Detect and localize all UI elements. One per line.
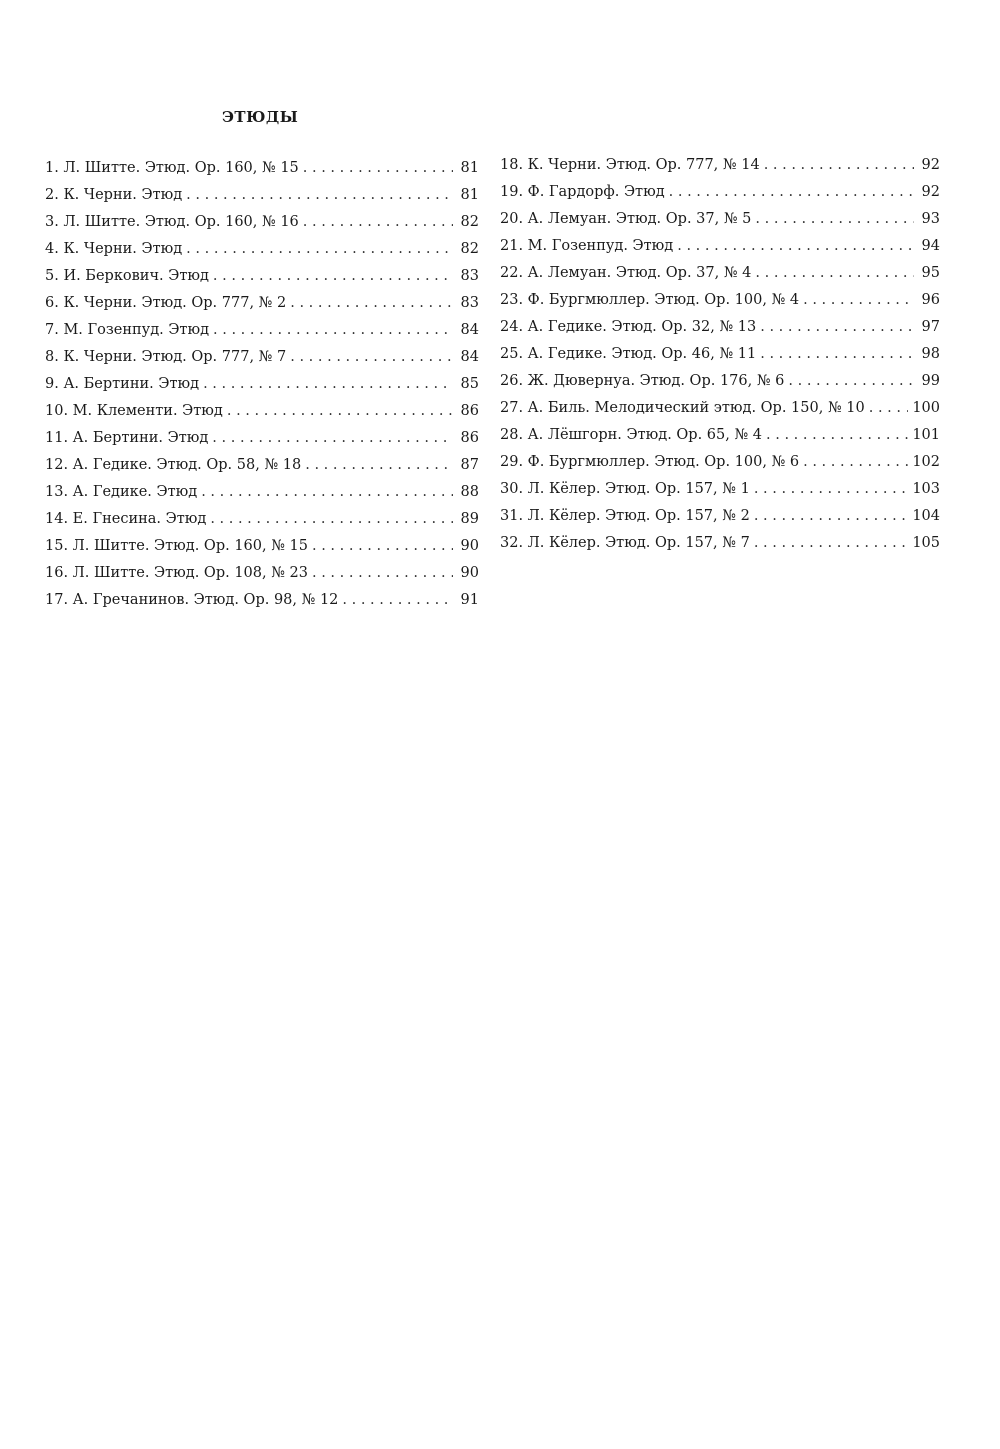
toc-entry[interactable]: [45, 565, 479, 592]
toc-dot-leader: [755, 265, 914, 281]
toc-entry[interactable]: [45, 592, 479, 619]
toc-entry[interactable]: [45, 295, 479, 322]
toc-entry[interactable]: [500, 508, 940, 535]
toc-page-number: 84: [460, 322, 479, 338]
toc-dot-leader: [305, 457, 453, 473]
toc-page-number: 90: [460, 565, 479, 581]
toc-entry-title: 15. Л. Шитте. Этюд. Ор. 160, № 15: [45, 538, 308, 554]
toc-entry-title: 2. К. Черни. Этюд: [45, 187, 183, 203]
toc-dot-leader: [788, 373, 914, 389]
toc-dot-leader: [760, 319, 914, 335]
toc-entry-title: 14. Е. Гнесина. Этюд: [45, 511, 207, 527]
toc-dot-leader: [764, 157, 914, 173]
toc-dot-leader: [754, 535, 909, 551]
toc-entry[interactable]: [45, 187, 479, 214]
toc-dot-leader: [212, 430, 453, 446]
toc-page-number: 89: [460, 511, 479, 527]
toc-page-number: 83: [460, 295, 479, 311]
toc-entry[interactable]: [45, 322, 479, 349]
toc-page-number: 91: [460, 592, 479, 608]
toc-entry-title: 4. К. Черни. Этюд: [45, 241, 183, 257]
toc-entry-title: 10. М. Клементи. Этюд: [45, 403, 223, 419]
toc-entry[interactable]: [500, 319, 940, 346]
toc-dot-leader: [303, 214, 453, 230]
toc-page-number: 85: [460, 376, 479, 392]
toc-entry[interactable]: [45, 538, 479, 565]
toc-dot-leader: [186, 187, 453, 203]
toc-entry[interactable]: [500, 454, 940, 481]
toc-entry-title: 19. Ф. Гардорф. Этюд: [500, 184, 665, 200]
toc-entry[interactable]: [45, 349, 479, 376]
toc-entry[interactable]: [45, 160, 479, 187]
toc-page-number: 100: [912, 400, 940, 416]
toc-entry[interactable]: [45, 403, 479, 430]
toc-page-number: 84: [460, 349, 479, 365]
toc-entry-title: 17. А. Гречанинов. Этюд. Ор. 98, № 12: [45, 592, 339, 608]
toc-page-number: 102: [912, 454, 940, 470]
toc-entry[interactable]: [500, 238, 940, 265]
toc-page-number: 98: [921, 346, 940, 362]
toc-entry-title: 13. А. Гедике. Этюд: [45, 484, 198, 500]
toc-dot-leader: [210, 511, 453, 527]
toc-entry-title: 21. М. Гозенпуд. Этюд: [500, 238, 674, 254]
toc-page-number: 81: [460, 160, 479, 176]
toc-entry-title: 16. Л. Шитте. Этюд. Ор. 108, № 23: [45, 565, 308, 581]
toc-page-number: 96: [921, 292, 940, 308]
toc-page-number: 104: [912, 508, 940, 524]
toc-entry-title: 20. А. Лемуан. Этюд. Ор. 37, № 5: [500, 211, 752, 227]
toc-dot-leader: [669, 184, 914, 200]
section-title: ЭТЮДЫ: [222, 108, 299, 126]
toc-page-number: 92: [921, 157, 940, 173]
toc-dot-leader: [803, 292, 914, 308]
toc-dot-leader: [213, 268, 453, 284]
toc-entry[interactable]: [45, 457, 479, 484]
toc-entry-title: 12. А. Гедике. Этюд. Ор. 58, № 18: [45, 457, 302, 473]
toc-entry[interactable]: [500, 211, 940, 238]
toc-entry-title: 29. Ф. Бургмюллер. Этюд. Ор. 100, № 6: [500, 454, 800, 470]
toc-entry[interactable]: [500, 481, 940, 508]
toc-entry-title: 3. Л. Шитте. Этюд. Ор. 160, № 16: [45, 214, 299, 230]
toc-entry-title: 32. Л. Кёлер. Этюд. Ор. 157, № 7: [500, 535, 750, 551]
toc-entry[interactable]: [45, 268, 479, 295]
toc-page-number: 94: [921, 238, 940, 254]
toc-dot-leader: [342, 592, 453, 608]
toc-right-column: [500, 157, 940, 562]
toc-dot-leader: [754, 481, 909, 497]
toc-page-number: 88: [460, 484, 479, 500]
toc-entry[interactable]: [500, 346, 940, 373]
toc-entry-title: 23. Ф. Бургмюллер. Этюд. Ор. 100, № 4: [500, 292, 800, 308]
toc-entry[interactable]: [45, 241, 479, 268]
toc-dot-leader: [312, 565, 453, 581]
toc-left-column: [45, 160, 479, 619]
toc-dot-leader: [869, 400, 909, 416]
toc-page-number: 90: [460, 538, 479, 554]
toc-page-number: 92: [921, 184, 940, 200]
toc-page-number: 101: [912, 427, 940, 443]
toc-dot-leader: [227, 403, 453, 419]
toc-entry[interactable]: [500, 400, 940, 427]
toc-entry-title: 9. А. Бертини. Этюд: [45, 376, 200, 392]
toc-page-number: 82: [460, 241, 479, 257]
toc-page-number: 83: [460, 268, 479, 284]
toc-entry[interactable]: [45, 430, 479, 457]
toc-page-number: 93: [921, 211, 940, 227]
toc-dot-leader: [201, 484, 453, 500]
toc-entry-title: 7. М. Гозенпуд. Этюд: [45, 322, 210, 338]
toc-entry-title: 8. К. Черни. Этюд. Ор. 777, № 7: [45, 349, 287, 365]
toc-entry-title: 1. Л. Шитте. Этюд. Ор. 160, № 15: [45, 160, 299, 176]
toc-entry-title: 27. А. Биль. Мелодический этюд. Ор. 150, № 10: [500, 400, 865, 416]
toc-page-number: 103: [912, 481, 940, 497]
toc-entry-title: 24. А. Гедике. Этюд. Ор. 32, № 13: [500, 319, 757, 335]
toc-dot-leader: [312, 538, 453, 554]
toc-page-number: 82: [460, 214, 479, 230]
toc-dot-leader: [203, 376, 453, 392]
toc-dot-leader: [754, 508, 909, 524]
toc-entry[interactable]: [45, 484, 479, 511]
toc-entry[interactable]: [500, 265, 940, 292]
toc-entry[interactable]: [500, 292, 940, 319]
toc-dot-leader: [677, 238, 914, 254]
toc-entry[interactable]: [500, 184, 940, 211]
toc-page-number: 86: [460, 403, 479, 419]
toc-entry-title: 5. И. Беркович. Этюд: [45, 268, 209, 284]
toc-dot-leader: [803, 454, 908, 470]
toc-dot-leader: [213, 322, 453, 338]
toc-entry-title: 25. А. Гедике. Этюд. Ор. 46, № 11: [500, 346, 757, 362]
toc-entry[interactable]: [500, 427, 940, 454]
toc-dot-leader: [755, 211, 914, 227]
toc-entry-title: 11. А. Бертини. Этюд: [45, 430, 209, 446]
toc-entry[interactable]: [45, 214, 479, 241]
toc-dot-leader: [290, 349, 453, 365]
toc-entry-title: 18. К. Черни. Этюд. Ор. 777, № 14: [500, 157, 760, 173]
toc-entry[interactable]: [45, 511, 479, 538]
toc-entry-title: 6. К. Черни. Этюд. Ор. 777, № 2: [45, 295, 287, 311]
toc-dot-leader: [760, 346, 914, 362]
toc-page-number: 99: [921, 373, 940, 389]
toc-page-number: 87: [460, 457, 479, 473]
toc-dot-leader: [766, 427, 908, 443]
toc-page-number: 97: [921, 319, 940, 335]
toc-page-number: 81: [460, 187, 479, 203]
toc-dot-leader: [290, 295, 453, 311]
toc-dot-leader: [303, 160, 453, 176]
toc-dot-leader: [186, 241, 453, 257]
toc-entry[interactable]: [45, 376, 479, 403]
toc-page-number: 95: [921, 265, 940, 281]
toc-entry[interactable]: [500, 535, 940, 562]
toc-page-number: 86: [460, 430, 479, 446]
toc-entry-title: 22. А. Лемуан. Этюд. Ор. 37, № 4: [500, 265, 752, 281]
toc-entry[interactable]: [500, 373, 940, 400]
toc-entry-title: 28. А. Лёшгорн. Этюд. Ор. 65, № 4: [500, 427, 763, 443]
toc-entry-title: 26. Ж. Дювернуа. Этюд. Ор. 176, № 6: [500, 373, 785, 389]
toc-page-number: 105: [912, 535, 940, 551]
toc-entry-title: 31. Л. Кёлер. Этюд. Ор. 157, № 2: [500, 508, 750, 524]
toc-entry[interactable]: [500, 157, 940, 184]
toc-entry-title: 30. Л. Кёлер. Этюд. Ор. 157, № 1: [500, 481, 750, 497]
